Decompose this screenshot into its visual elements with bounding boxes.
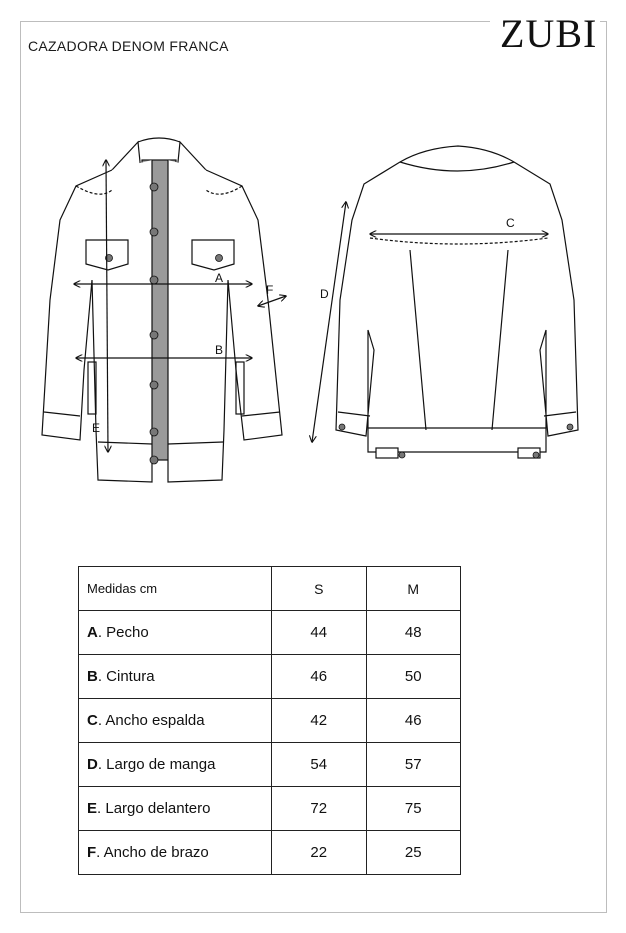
label-d: D [320,287,329,301]
row-name: . Ancho de brazo [96,844,209,861]
product-title: CAZADORA DENOM FRANCA [28,38,229,54]
table-row [79,787,461,831]
value-m: 48 [366,611,461,655]
value-s: 22 [272,831,367,875]
size-s-header: S [272,567,367,611]
label-e: E [92,421,101,435]
row-letter: F [87,844,97,861]
value-s: 44 [272,611,367,655]
row-letter: E [87,800,98,817]
value-s: 72 [272,787,367,831]
row-name: . Ancho espalda [97,712,205,729]
table-row [79,831,461,875]
corner-label: Medidas cm [79,567,272,611]
value-m: 50 [366,655,461,699]
label-f: F [266,283,274,297]
size-table [78,566,461,875]
front-jacket-drawing [42,138,282,482]
value-m: 75 [366,787,461,831]
value-s: 42 [272,699,367,743]
value-m: 25 [366,831,461,875]
row-letter: B [87,668,98,685]
technical-drawing [30,130,590,490]
table-row [79,699,461,743]
label-a: A [215,271,224,285]
back-jacket-drawing [336,146,578,458]
size-m-header: M [366,567,461,611]
value-s: 54 [272,743,367,787]
table-row [79,611,461,655]
row-name: . Largo delantero [97,800,211,817]
table-row [79,743,461,787]
label-c: C [506,216,515,230]
size-table-header [79,567,461,611]
row-name: . Cintura [97,668,155,685]
row-letter: C [87,712,98,729]
label-b: B [215,343,224,357]
row-letter: D [87,756,98,773]
row-name: . Largo de manga [97,756,216,773]
value-m: 46 [366,699,461,743]
value-s: 46 [272,655,367,699]
row-name: . Pecho [97,624,149,641]
table-row [79,655,461,699]
value-m: 57 [366,743,461,787]
brand-logo: ZUBI [500,11,598,56]
row-letter: A [87,624,98,641]
